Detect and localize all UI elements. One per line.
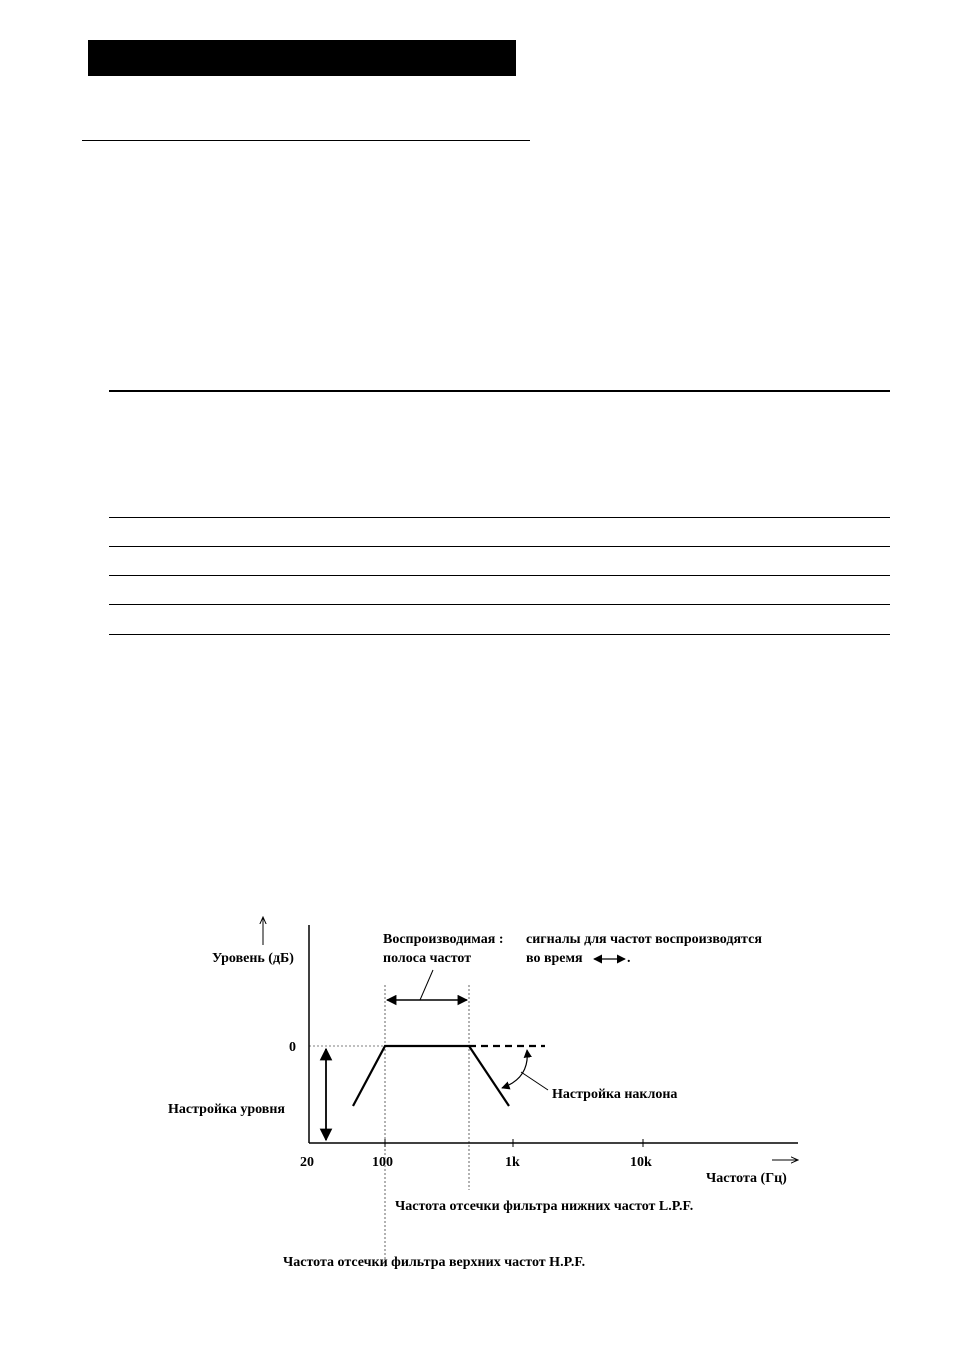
slope-adjust-label: Настройка наклона bbox=[552, 1087, 678, 1102]
passband-label-leader bbox=[420, 970, 433, 1000]
slope-label-leader bbox=[521, 1072, 548, 1090]
band-label-line1: Воспроизводимая : bbox=[383, 932, 504, 947]
band-desc-line1: сигналы для частот воспроизводятся bbox=[526, 932, 762, 947]
x-tick-label: 1k bbox=[505, 1155, 520, 1170]
x-tick-label: 20 bbox=[300, 1155, 314, 1170]
zero-label: 0 bbox=[289, 1040, 296, 1055]
x-axis-label: Частота (Гц) bbox=[706, 1171, 787, 1186]
x-tick-label: 100 bbox=[372, 1155, 393, 1170]
slope-adjust-arc-icon bbox=[502, 1050, 527, 1088]
band-desc-line2: во время bbox=[526, 951, 583, 966]
y-axis-label: Уровень (дБ) bbox=[212, 951, 294, 966]
hpf-cutoff-label: Частота отсечки фильтра верхних частот H.P.F. bbox=[283, 1255, 586, 1270]
x-tick-label: 10k bbox=[630, 1155, 652, 1170]
response-curve bbox=[353, 1046, 509, 1106]
lpf-cutoff-label: Частота отсечки фильтра нижних частот L.P.F. bbox=[395, 1199, 694, 1214]
band-desc-end: . bbox=[627, 951, 631, 966]
level-adjust-label: Настройка уровня bbox=[168, 1102, 285, 1117]
band-label-line2: полоса частот bbox=[383, 951, 472, 966]
